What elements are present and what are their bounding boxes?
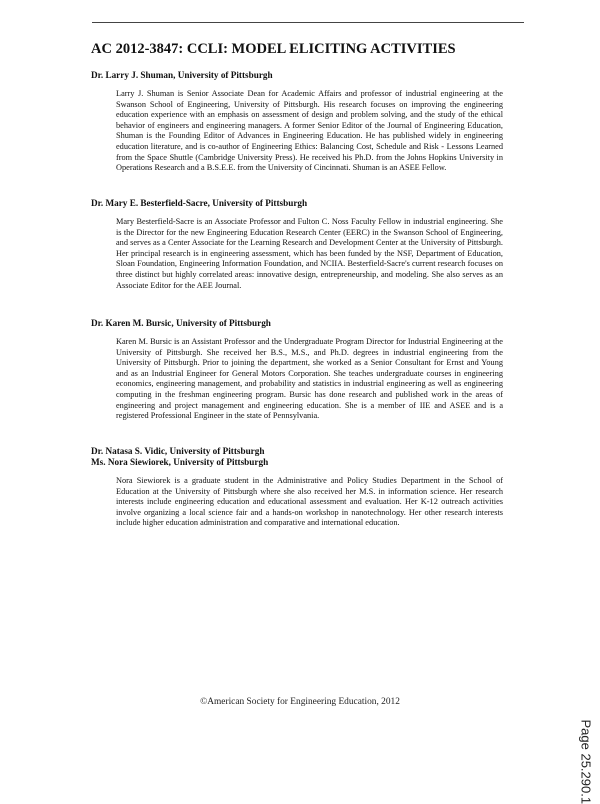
author-bio: Nora Siewiorek is a graduate student in the Administrative and Policy Studies Department in the School of Education at the University of Pittsburgh where she also received her M.S. in information science. Her research interests include engineering education and educational assessment and evaluation. Her K-12 outreach activities involve organizing a local science fair and a hands-on workshop in nanotechnology. Her other research interests include higher education administration and comparative and international education. — [116, 476, 503, 529]
author-bio: Karen M. Bursic is an Assistant Professor and the Undergraduate Program Director for Industrial Engineering at the University of Pittsburgh. She received her B.S., M.S., and Ph.D. degrees in industrial engineering from the University of Pittsburgh. Prior to joining the department, she worked as a Senior Consultant for Ernst and Young and as an Industrial Engineer for General Motors Corporation. She teaches undergraduate courses in engineering economics, engineering management, and probability and statistics in industrial engineering as well as engineering computing in the freshman engineering program. Bursic has done research and published work in the areas of engineering and project management and engineering education. She is a member of IIE and ASEE and is a registered Professional Engineer in the state of Pennsylvania. — [116, 337, 503, 422]
copyright-text: American Society for Engineering Education, 2012 — [207, 697, 400, 707]
author-name: Dr. Karen M. Bursic, University of Pittsburgh — [91, 318, 513, 329]
author-section-shuman — [91, 70, 513, 174]
paper-title: AC 2012-3847: CCLI: MODEL ELICITING ACTIVITIES — [91, 41, 531, 58]
author-section-besterfield-sacre — [91, 198, 513, 291]
author-name: Dr. Mary E. Besterfield-Sacre, University of Pittsburgh — [91, 198, 513, 209]
copyright-footer — [0, 697, 600, 707]
author-name: Ms. Nora Siewiorek, University of Pittsburgh — [91, 457, 513, 468]
copyright-icon: © — [200, 697, 207, 707]
author-name: Dr. Larry J. Shuman, University of Pittsburgh — [91, 70, 513, 81]
author-section-bursic — [91, 318, 513, 422]
author-bio: Mary Besterfield-Sacre is an Associate Professor and Fulton C. Noss Faculty Fellow in industrial engineering. She is the Director for the new Engineering Education Research Center (EERC) in the Swanson School of Engineering, and serves as a Center Associate for the Learning Research and Development Center at the University of Pittsburgh. Her principal research is in engineering assessment, which has been funded by the NSF, Department of Education, Sloan Foundation, Engineering Information Foundation, and NCIIA. Besterfield-Sacre's current research focuses on three distinct but highly correlated areas: innovative design, entrepreneurship, and modeling. She also serves as an Associate Editor for the AEE Journal. — [116, 217, 503, 291]
page-number-stamp: Page 25.290.1 — [579, 720, 594, 804]
top-rule — [92, 22, 524, 23]
author-section-vidic-siewiorek — [91, 446, 513, 529]
author-name: Dr. Natasa S. Vidic, University of Pittsburgh — [91, 446, 513, 457]
author-bio: Larry J. Shuman is Senior Associate Dean for Academic Affairs and professor of industrial engineering at the Swanson School of Engineering, University of Pittsburgh. His research focuses on improving the engineering education experience with an emphasis on assessment of design and problem solving, and the study of the ethical behavior of engineers and engineering managers. A former Senior Editor of the Journal of Engineering Education, Shuman is the Founding Editor of Advances in Engineering Education. He has published widely in engineering education literature, and is co-author of Engineering Ethics: Balancing Cost, Schedule and Risk - Lessons Learned from the Space Shuttle (Cambridge University Press). He received his Ph.D. from the Johns Hopkins University in Operations Research and a B.S.E.E. from the University of Cincinnati. Shuman is an ASEE Fellow. — [116, 89, 503, 174]
